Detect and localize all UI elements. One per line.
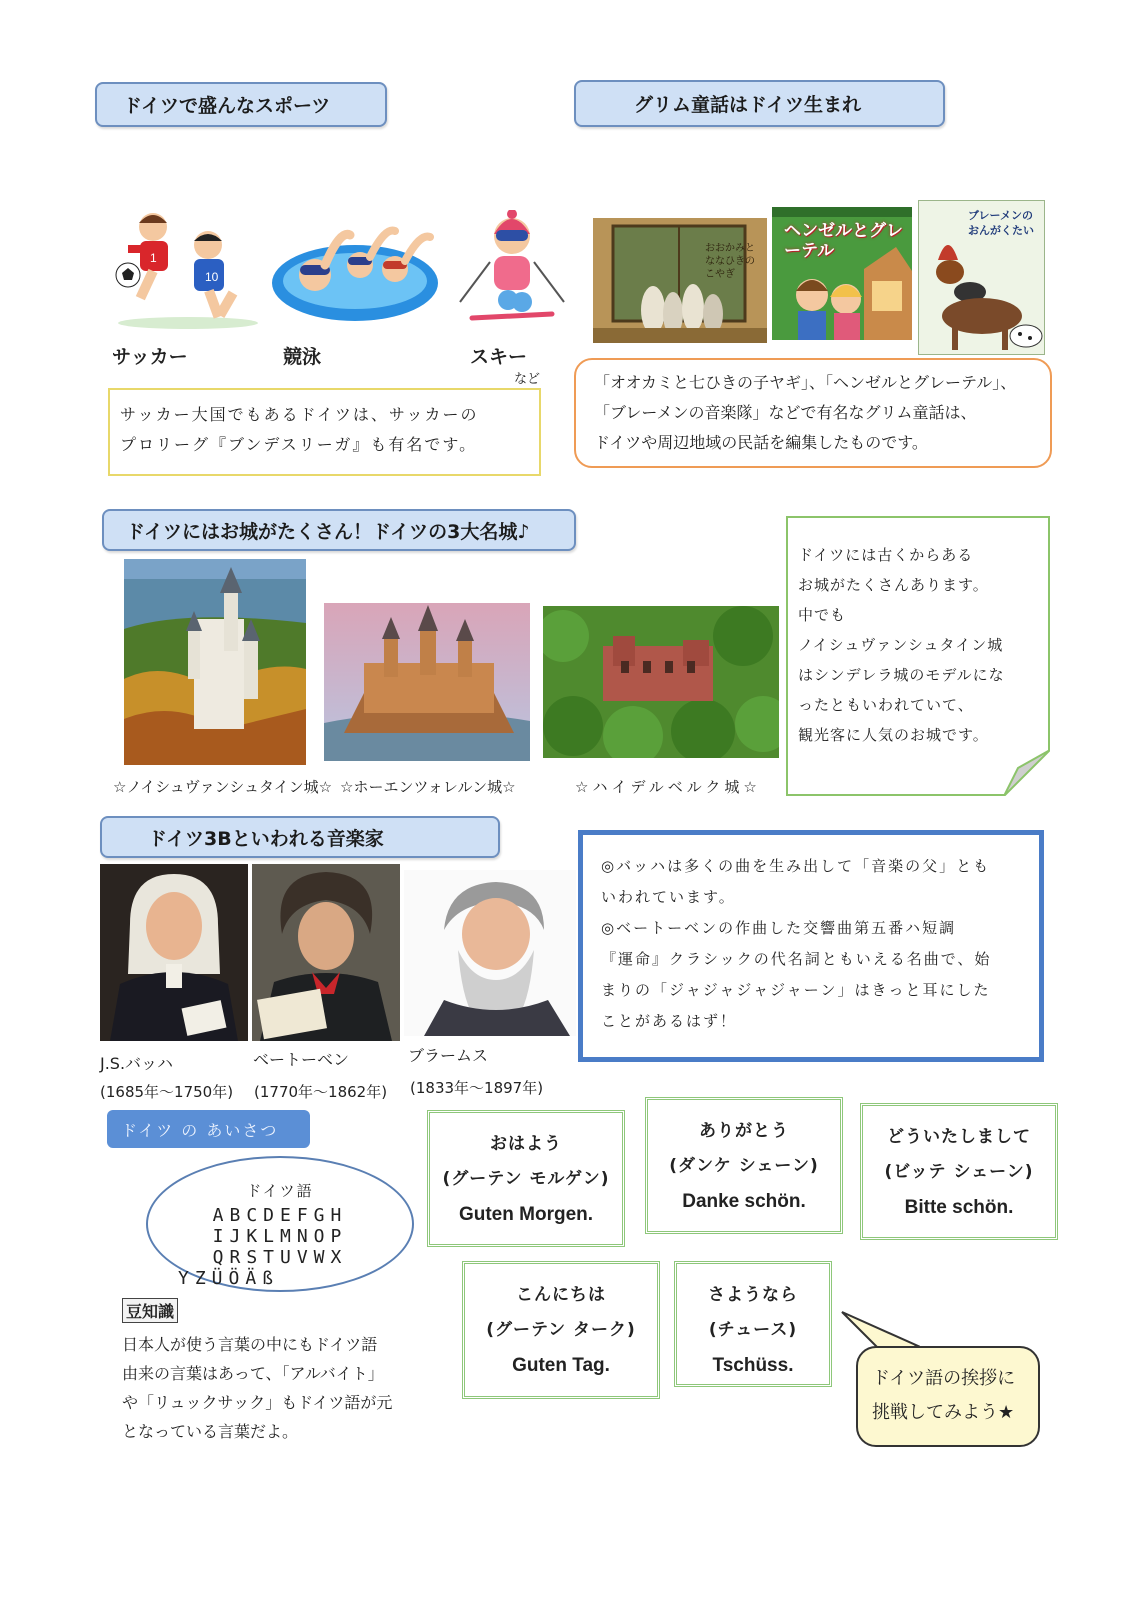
alphabet-title: ドイツ語 <box>246 1182 314 1200</box>
card4-de: Guten Tag. <box>512 1355 610 1376</box>
alphabet-row4: YZÜÖÄß <box>178 1268 280 1289</box>
alphabet-row1: ABCDEFGH <box>212 1205 348 1226</box>
card3-kana: (ビッテ シェーン) <box>884 1162 1034 1182</box>
grimm-text-box <box>574 358 1052 468</box>
castles-note-line3: 中でも <box>798 606 847 624</box>
grimm-text-line3: ドイツや周辺地域の民話を編集したものです。 <box>594 433 928 452</box>
musicians-text-line1: ◎バッハは多くの曲を生み出して「音楽の父」とも <box>601 857 991 875</box>
card3-jp: どういたしまして <box>887 1127 1031 1147</box>
sports-text-line1: サッカー大国でもあるドイツは、サッカーの <box>120 405 479 424</box>
castles-note-line6: ったともいわれていて、 <box>798 696 974 714</box>
card1-de: Guten Morgen. <box>458 1204 594 1225</box>
card2-jp: ありがとう <box>699 1121 789 1141</box>
card4-kana: (グーテン ターク) <box>486 1320 636 1340</box>
castles-note-line4: ノイシュヴァンシュタイン城 <box>798 636 1004 654</box>
card5-jp: さようなら <box>708 1285 798 1305</box>
name-beethoven: ベートーベン <box>253 1050 350 1069</box>
book-hansel-gretel <box>772 207 912 340</box>
trivia-title: 豆知識 <box>122 1298 178 1323</box>
sports-text-box <box>108 388 541 476</box>
sports-header <box>95 82 387 127</box>
trivia-text <box>122 1330 432 1446</box>
musicians-text-box <box>578 830 1044 1062</box>
musicians-text-line6: ことがあるはず！ <box>601 1012 738 1030</box>
castles-note-line1: ドイツには古くからある <box>798 546 974 564</box>
portrait-bach <box>100 864 248 1041</box>
trivia-line4: となっている言葉だよ。 <box>122 1422 299 1441</box>
card2-kana: (ダンケ シェーン) <box>669 1156 819 1176</box>
book2-title: ヘンゼルとグレーテル <box>784 221 903 261</box>
portrait-beethoven <box>252 864 400 1041</box>
castles-note-line5: はシンデレラ城のモデルにな <box>798 666 1005 684</box>
caption-hohenzollern: ☆ホーエンツォレルン城☆ <box>340 778 516 796</box>
years-brahms: (1833年〜1897年) <box>410 1079 544 1097</box>
sports-text-line2: プロリーグ『ブンデスリーガ』も有名です。 <box>120 435 478 454</box>
book3-title: ブレーメンのおんがくたい <box>968 209 1034 237</box>
greeting-card-hello <box>462 1261 660 1399</box>
trivia-line2: 由来の言葉はあって、「アルバイト」 <box>122 1364 384 1383</box>
book-bremen-musicians <box>918 200 1045 355</box>
card1-jp: おはよう <box>490 1134 562 1154</box>
book1-title: おおかみとななひきのこやぎ <box>705 243 755 280</box>
card4-jp: こんにちは <box>516 1285 606 1305</box>
bubble-line1: ドイツ語の挨拶に <box>872 1368 1016 1389</box>
svg-text:10: 10 <box>205 270 219 284</box>
castles-header <box>102 509 576 551</box>
greetings-tab-text: ドイツ の あいさつ <box>121 1120 279 1140</box>
grimm-text-line2: 「ブレーメンの音楽隊」などで有名なグリム童話は、 <box>594 403 977 422</box>
grimm-header <box>574 80 945 127</box>
card5-kana: (チュース) <box>708 1320 798 1340</box>
german-alphabet-oval <box>146 1156 414 1292</box>
name-bach: J.S.バッハ <box>100 1054 174 1073</box>
caption-neuschwanstein: ☆ノイシュヴァンシュタイン城☆ <box>113 778 333 796</box>
trivia-line1: 日本人が使う言葉の中にもドイツ語 <box>122 1335 378 1354</box>
castles-header-text: ドイツにはお城がたくさん！ドイツの3大名城♪ <box>126 520 530 543</box>
musicians-text-line3: ◎ベートーベンの作曲した交響曲第五番ハ短調 <box>601 919 957 937</box>
sport-label-soccer: サッカー <box>112 346 188 368</box>
greeting-card-youre-welcome <box>860 1103 1058 1240</box>
trivia-line3: や「リュックサック」もドイツ語が元 <box>122 1393 393 1412</box>
greeting-card-goodbye <box>674 1261 832 1387</box>
years-beethoven: (1770年〜1862年) <box>254 1083 388 1101</box>
card3-de: Bitte schön. <box>904 1197 1014 1218</box>
musicians-text-line4: 『運命』クラシックの代名詞ともいえる名曲で、始 <box>601 950 992 968</box>
musicians-header-text: ドイツ3Bといわれる音楽家 <box>148 827 384 850</box>
book-wolf-seven-goats <box>593 218 767 343</box>
greeting-card-good-morning <box>427 1110 625 1247</box>
photo-neuschwanstein-castle <box>124 559 306 765</box>
note-fold-corner <box>1004 750 1050 796</box>
grimm-header-text: グリム童話はドイツ生まれ <box>634 94 862 116</box>
swimming-illustration <box>270 225 440 325</box>
musicians-header <box>100 816 500 858</box>
alphabet-row3: QRSTUVWX <box>212 1247 348 1268</box>
portrait-brahms <box>404 870 576 1036</box>
photo-heidelberg-castle <box>543 606 779 758</box>
musicians-text-line5: まりの「ジャジャジャジャーン」はきっと耳にした <box>601 981 991 999</box>
sports-header-text: ドイツで盛んなスポーツ <box>123 95 331 117</box>
svg-text:1: 1 <box>150 251 157 265</box>
sport-label-swimming: 競泳 <box>283 346 322 368</box>
grimm-text-line1: 「オオカミと七ひきの子ヤギ」、「ヘンゼルとグレーテル」、 <box>594 373 1017 392</box>
greeting-card-thank-you <box>645 1097 843 1234</box>
castles-note-line2: お城がたくさんあります。 <box>798 576 989 594</box>
card2-de: Danke schön. <box>682 1191 806 1212</box>
caption-heidelberg: ☆ハイデルベルク城☆ <box>575 778 761 796</box>
sport-etc: など <box>514 372 541 387</box>
greetings-tab <box>107 1110 310 1148</box>
photo-hohenzollern-castle <box>324 603 530 761</box>
sport-label-skiing: スキー <box>470 346 528 368</box>
name-brahms: ブラームス <box>408 1046 489 1065</box>
years-bach: (1685年〜1750年) <box>100 1083 234 1101</box>
skiing-illustration <box>450 210 575 328</box>
musicians-text-line2: いわれています。 <box>601 888 736 906</box>
card5-de: Tschüss. <box>712 1355 794 1376</box>
castles-note-line7: 観光客に人気のお城です。 <box>798 726 989 744</box>
card1-kana: (グーテン モルゲン) <box>442 1169 610 1189</box>
bubble-line2: 挑戦してみよう★ <box>872 1402 1015 1423</box>
alphabet-row2: IJKLMNOP <box>212 1226 348 1247</box>
soccer-illustration <box>108 205 258 333</box>
challenge-speech-bubble <box>856 1346 1040 1447</box>
